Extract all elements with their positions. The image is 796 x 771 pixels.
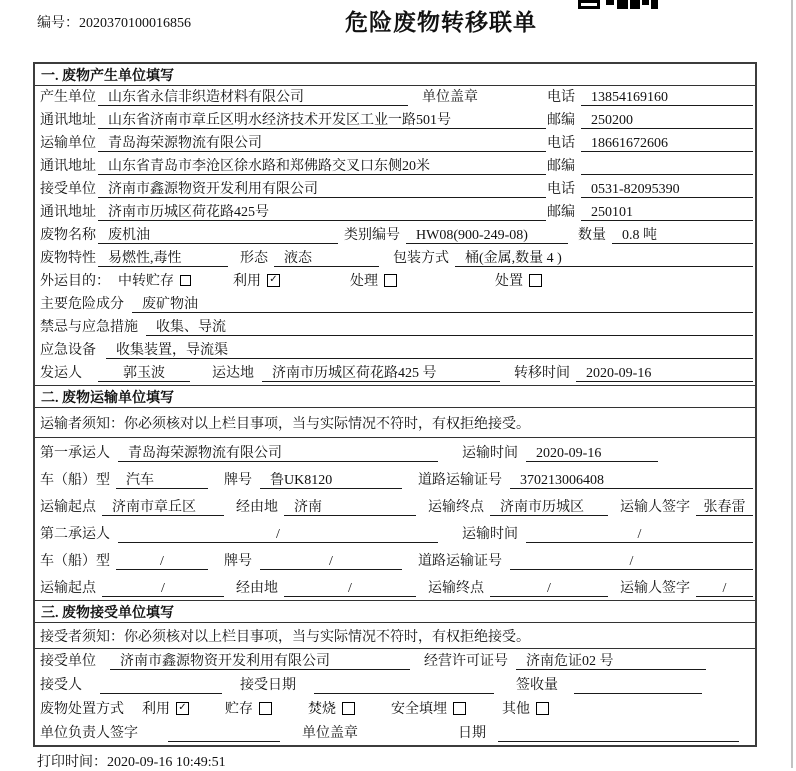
transfer-purpose-row <box>35 270 755 293</box>
checkbox-label: 利用 <box>142 702 170 717</box>
field-label: 主要危险成分 <box>40 297 124 312</box>
section2-header: 二. 废物运输单位填写 <box>35 385 755 408</box>
section1-header: 一. 废物产生单位填写 <box>35 64 755 86</box>
transport-time-label: 运输时间 <box>462 527 518 542</box>
road-permit-value: / <box>510 553 753 570</box>
first-carrier-value: 青岛海荣源物流有限公司 <box>118 445 438 462</box>
phone-label: 电话 <box>547 90 575 105</box>
checkbox-label: 安全填埋 <box>391 702 447 717</box>
emergency-measures-value: 收集、导流 <box>146 319 753 336</box>
receiver-address-row <box>35 201 755 224</box>
checkbox-option <box>225 698 272 721</box>
waste-name-value: 废机油 <box>98 227 338 244</box>
plate-label: 牌号 <box>224 554 252 569</box>
checkbox-label: 利用 <box>233 274 261 289</box>
receiver-person-value <box>100 677 222 694</box>
checkbox-unchecked-icon <box>529 274 542 287</box>
postcode-label: 邮编 <box>547 113 575 128</box>
field-label: 应急设备 <box>40 343 96 358</box>
generator-unit-row <box>35 86 755 109</box>
field-label: 运输起点 <box>40 581 96 596</box>
license-label: 经营许可证号 <box>424 654 508 669</box>
checkbox-checked-icon <box>176 702 189 715</box>
transporter-notice: 运输者须知：你必须核对以上栏目事项，当与实际情况不符时，有权拒绝接受。 <box>35 408 755 438</box>
shipper-row <box>35 362 755 385</box>
transport-time-value: / <box>526 526 753 543</box>
plate-value: / <box>260 553 402 570</box>
route-row-2 <box>35 573 755 600</box>
date-value <box>498 725 739 742</box>
qr-code-fragment <box>578 0 658 9</box>
field-label: 通讯地址 <box>40 205 96 220</box>
field-label: 通讯地址 <box>40 113 96 128</box>
terminus-value: 济南市历城区 <box>490 499 608 516</box>
phone-label: 电话 <box>547 182 575 197</box>
receiver-unit-value: 济南市鑫源物资开发利用有限公司 <box>98 181 546 198</box>
via-value: 济南 <box>284 499 416 516</box>
category-code-value: HW08(900-249-08) <box>406 227 568 244</box>
origin-value: / <box>102 580 224 597</box>
print-time-label: 打印时间： <box>37 755 107 770</box>
signed-quantity-value <box>574 677 702 694</box>
date-label: 日期 <box>458 726 486 741</box>
quantity-value: 0.8 吨 <box>612 227 753 244</box>
packaging-label: 包装方式 <box>393 251 449 266</box>
address-value: 山东省青岛市李沧区徐水路和郑佛路交叉口东侧20米 <box>98 158 546 175</box>
transporter-address-row <box>35 155 755 178</box>
carrier-signature-value: / <box>696 580 753 597</box>
section3-header: 三. 废物接受单位填写 <box>35 600 755 623</box>
road-permit-label: 道路运输证号 <box>418 554 502 569</box>
license-value: 济南危证02 号 <box>516 653 706 670</box>
field-label: 第一承运人 <box>40 446 110 461</box>
quantity-label: 数量 <box>578 228 606 243</box>
checkbox-label: 其他 <box>502 702 530 717</box>
transporter-unit-value: 青岛海荣源物流有限公司 <box>98 135 546 152</box>
main-hazard-row <box>35 293 755 316</box>
carrier-signature-label: 运输人签字 <box>620 581 690 596</box>
field-label: 第二承运人 <box>40 527 110 542</box>
responsible-signature-row <box>35 721 755 745</box>
address-value: 山东省济南市章丘区明水经济技术开发区工业一路501号 <box>98 112 546 129</box>
field-label: 废物特性 <box>40 251 96 266</box>
checkbox-option <box>142 698 189 721</box>
checkbox-label: 处理 <box>350 274 378 289</box>
field-label: 运输起点 <box>40 500 96 515</box>
vehicle-type-row <box>35 465 755 492</box>
checkbox-option <box>495 270 542 293</box>
checkbox-label: 中转贮存 <box>118 274 174 289</box>
road-permit-label: 道路运输证号 <box>418 473 502 488</box>
terminus-value: / <box>490 580 608 597</box>
field-label: 废物处置方式 <box>40 702 124 717</box>
unit-seal-label: 单位盖章 <box>422 90 478 105</box>
checkbox-label: 焚烧 <box>308 702 336 717</box>
address-value: 济南市历城区荷花路425号 <box>98 204 546 221</box>
form-state-value: 液态 <box>274 250 379 267</box>
carrier-signature-value: 张春雷 <box>696 499 753 516</box>
checkbox-unchecked-icon <box>384 274 397 287</box>
receive-date-value <box>314 677 494 694</box>
print-time <box>37 751 226 771</box>
field-label: 发运人 <box>40 366 82 381</box>
field-label: 接受单位 <box>40 654 96 669</box>
shipper-value: 郭玉波 <box>98 365 190 382</box>
waste-name-row <box>35 224 755 247</box>
route-row <box>35 492 755 519</box>
page-title: 危险废物转移联单 <box>345 10 537 35</box>
receiving-unit-value: 济南市鑫源物资开发利用有限公司 <box>110 653 410 670</box>
signed-quantity-label: 签收量 <box>516 678 558 693</box>
transport-time-label: 运输时间 <box>462 446 518 461</box>
unit-seal-label: 单位盖章 <box>302 726 358 741</box>
postcode-label: 邮编 <box>547 159 575 174</box>
second-carrier-row <box>35 519 755 546</box>
checkbox-label: 贮存 <box>225 702 253 717</box>
destination-value: 济南市历城区荷花路425 号 <box>262 365 500 382</box>
transfer-time-value: 2020-09-16 <box>576 365 753 382</box>
disposal-method-row <box>35 697 755 721</box>
emergency-equipment-row <box>35 339 755 362</box>
terminus-label: 运输终点 <box>428 500 484 515</box>
field-label: 接受人 <box>40 678 82 693</box>
generator-unit-value: 山东省永信非织造材料有限公司 <box>98 89 408 106</box>
vehicle-type-value: 汽车 <box>116 472 208 489</box>
transporter-unit-row <box>35 132 755 155</box>
category-code-label: 类别编号 <box>344 228 400 243</box>
checkbox-unchecked-icon <box>536 702 549 715</box>
waste-property-value: 易燃性,毒性 <box>98 250 228 267</box>
second-carrier-value: / <box>118 526 438 543</box>
checkbox-unchecked-icon <box>342 702 355 715</box>
field-label: 产生单位 <box>40 90 96 105</box>
field-label: 车（船）型 <box>40 554 110 569</box>
checkbox-option <box>502 698 549 721</box>
responsible-signature-value <box>168 725 280 742</box>
receiver-person-row <box>35 673 755 697</box>
receiving-unit-row <box>35 649 755 673</box>
phone-value: 18661672606 <box>581 135 753 152</box>
vehicle-type-row-2 <box>35 546 755 573</box>
phone-value: 13854169160 <box>581 89 753 106</box>
doc-number-label: 编号： <box>37 16 79 31</box>
field-label: 废物名称 <box>40 228 96 243</box>
checkbox-option <box>233 270 280 293</box>
road-permit-value: 370213006408 <box>510 472 753 489</box>
origin-value: 济南市章丘区 <box>102 499 224 516</box>
vehicle-type-value: / <box>116 553 208 570</box>
check-mark: ✓ <box>178 701 187 713</box>
receive-date-label: 接受日期 <box>240 678 296 693</box>
field-label: 单位负责人签字 <box>40 726 138 741</box>
phone-value: 0531-82095390 <box>581 181 753 198</box>
main-hazard-value: 废矿物油 <box>132 296 753 313</box>
emergency-measures-row <box>35 316 755 339</box>
field-label: 车（船）型 <box>40 473 110 488</box>
window-edge-scrollbar[interactable] <box>791 0 793 768</box>
field-label: 外运目的： <box>40 274 110 289</box>
postcode-value <box>581 158 753 175</box>
plate-label: 牌号 <box>224 473 252 488</box>
field-label: 运输单位 <box>40 136 96 151</box>
check-mark: ✓ <box>269 273 278 285</box>
plate-value: 鲁UK8120 <box>260 472 402 489</box>
phone-label: 电话 <box>547 136 575 151</box>
checkbox-option <box>118 270 191 293</box>
destination-label: 运达地 <box>212 366 254 381</box>
transport-time-value: 2020-09-16 <box>526 445 658 462</box>
form-state-label: 形态 <box>240 251 268 266</box>
checkbox-unchecked-icon <box>259 702 272 715</box>
checkbox-option <box>308 698 355 721</box>
manifest-form <box>33 62 757 747</box>
doc-number <box>37 12 191 32</box>
checkbox-checked-icon <box>267 274 280 287</box>
checkbox-unchecked-icon <box>180 275 191 286</box>
checkbox-unchecked-icon <box>453 702 466 715</box>
transfer-time-label: 转移时间 <box>514 366 570 381</box>
waste-property-row <box>35 247 755 270</box>
receiver-unit-row <box>35 178 755 201</box>
postcode-value: 250200 <box>581 112 753 129</box>
field-label: 通讯地址 <box>40 159 96 174</box>
postcode-value: 250101 <box>581 204 753 221</box>
print-time-value: 2020-09-16 10:49:51 <box>107 755 226 770</box>
checkbox-label: 处置 <box>495 274 523 289</box>
field-label: 禁忌与应急措施 <box>40 320 138 335</box>
via-value: / <box>284 580 416 597</box>
generator-address-row <box>35 109 755 132</box>
via-label: 经由地 <box>236 581 278 596</box>
checkbox-option <box>391 698 466 721</box>
emergency-equipment-value: 收集装置，导流渠 <box>106 342 753 359</box>
via-label: 经由地 <box>236 500 278 515</box>
carrier-signature-label: 运输人签字 <box>620 500 690 515</box>
field-label: 接受单位 <box>40 182 96 197</box>
first-carrier-row <box>35 438 755 465</box>
postcode-label: 邮编 <box>547 205 575 220</box>
packaging-value: 桶(金属,数量 4 ) <box>455 250 753 267</box>
receiver-notice: 接受者须知：你必须核对以上栏目事项，当与实际情况不符时，有权拒绝接受。 <box>35 623 755 649</box>
doc-number-value: 2020370100016856 <box>79 16 191 31</box>
checkbox-option <box>350 270 397 293</box>
terminus-label: 运输终点 <box>428 581 484 596</box>
